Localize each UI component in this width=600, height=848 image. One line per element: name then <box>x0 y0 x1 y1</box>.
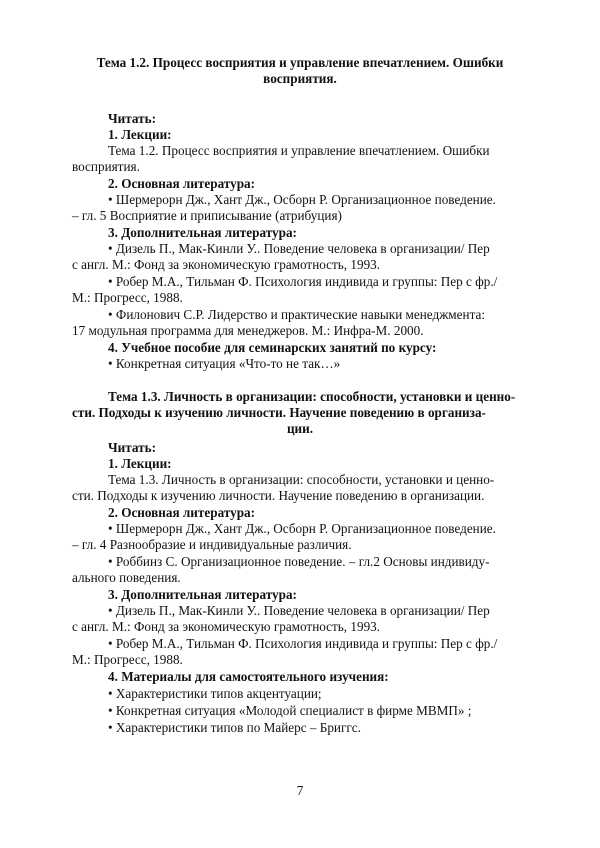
section-1-add-lit-item-1-line-1: • Дизель П., Мак-Кинли У.. Поведение человека в организации/ Пер <box>108 241 490 256</box>
section-1-add-lit-heading: 3. Дополнительная литература: <box>108 225 297 240</box>
page-number: 7 <box>296 783 304 798</box>
section-1-title-line-1: Тема 1.2. Процесс восприятия и управление впечатлением. Ошибки <box>96 55 504 70</box>
section-2-main-lit-item-2-line-2: ального поведения. <box>72 570 181 585</box>
section-1-add-lit-item-3-line-2: 17 модульная программа для менеджеров. М.: Инфра-М. 2000. <box>72 323 424 338</box>
section-2-lecture-line-2: сти. Подходы к изучению личности. Научение поведению в организации. <box>72 488 485 503</box>
section-2-materials-item-3: • Характеристики типов по Майерс – Бриггс. <box>108 720 361 735</box>
section-1-read-heading: Читать: <box>108 111 157 126</box>
section-1-main-lit-heading: 2. Основная литература: <box>108 176 256 191</box>
section-2-title-line-2: сти. Подходы к изучению личности. Научение поведению в организа- <box>72 405 486 420</box>
section-1-manual-item-1: • Конкретная ситуация «Что-то не так…» <box>108 356 341 371</box>
section-2-add-lit-heading: 3. Дополнительная литература: <box>108 587 297 602</box>
section-1-manual-heading: 4. Учебное пособие для семинарских занятий по курсу: <box>108 340 437 355</box>
section-2-materials-item-2: • Конкретная ситуация «Молодой специалист в фирме МВМП» ; <box>108 703 472 718</box>
section-2-main-lit-item-1-line-1: • Шермерорн Дж., Хант Дж., Осборн Р. Организационное поведение. <box>108 521 496 536</box>
section-2-add-lit-item-2-line-1: • Робер М.А., Тильман Ф. Психология индивида и группы: Пер с фр./ <box>108 636 498 651</box>
section-1-title-line-2: восприятия. <box>263 71 337 86</box>
section-2-materials-heading: 4. Материалы для самостоятельного изучения: <box>108 669 389 684</box>
section-1-lecture-line-1: Тема 1.2. Процесс восприятия и управление впечатлением. Ошибки <box>108 143 490 158</box>
section-2-main-lit-item-2-line-1: • Роббинз С. Организационное поведение. – гл.2 Основы индивиду- <box>108 554 490 569</box>
section-1-lectures-heading: 1. Лекции: <box>108 127 172 142</box>
section-1-add-lit-item-2-line-1: • Робер М.А., Тильман Ф. Психология индивида и группы: Пер с фр./ <box>108 274 498 289</box>
section-2-lectures-heading: 1. Лекции: <box>108 456 172 471</box>
section-2-lecture-line-1: Тема 1.3. Личность в организации: способности, установки и ценно- <box>108 472 495 487</box>
section-2-title-line-3: ции. <box>286 421 314 436</box>
section-1-add-lit-item-3-line-1: • Филонович С.Р. Лидерство и практические навыки менеджмента: <box>108 307 486 322</box>
section-2-add-lit-item-2-line-2: М.: Прогресс, 1988. <box>72 652 183 667</box>
section-2-main-lit-heading: 2. Основная литература: <box>108 505 256 520</box>
section-2-materials-item-1: • Характеристики типов акцентуации; <box>108 686 322 701</box>
section-2-main-lit-item-1-line-2: – гл. 4 Разнообразие и индивидуальные различия. <box>72 537 352 552</box>
section-2-title-line-1: Тема 1.3. Личность в организации: способности, установки и ценно- <box>108 389 516 404</box>
section-1-add-lit-item-1-line-2: с англ. М.: Фонд за экономическую грамотность, 1993. <box>72 257 381 272</box>
section-1-add-lit-item-2-line-2: М.: Прогресс, 1988. <box>72 290 183 305</box>
section-1-lecture-line-2: восприятия. <box>72 159 140 174</box>
section-1-main-lit-item-1-line-1: • Шермерорн Дж., Хант Дж., Осборн Р. Организационное поведение. <box>108 192 496 207</box>
section-1-main-lit-item-1-line-2: – гл. 5 Восприятие и приписывание (атрибуция) <box>72 208 342 223</box>
section-2-read-heading: Читать: <box>108 440 157 455</box>
section-2-add-lit-item-1-line-2: с англ. М.: Фонд за экономическую грамотность, 1993. <box>72 619 381 634</box>
section-2-add-lit-item-1-line-1: • Дизель П., Мак-Кинли У.. Поведение человека в организации/ Пер <box>108 603 490 618</box>
